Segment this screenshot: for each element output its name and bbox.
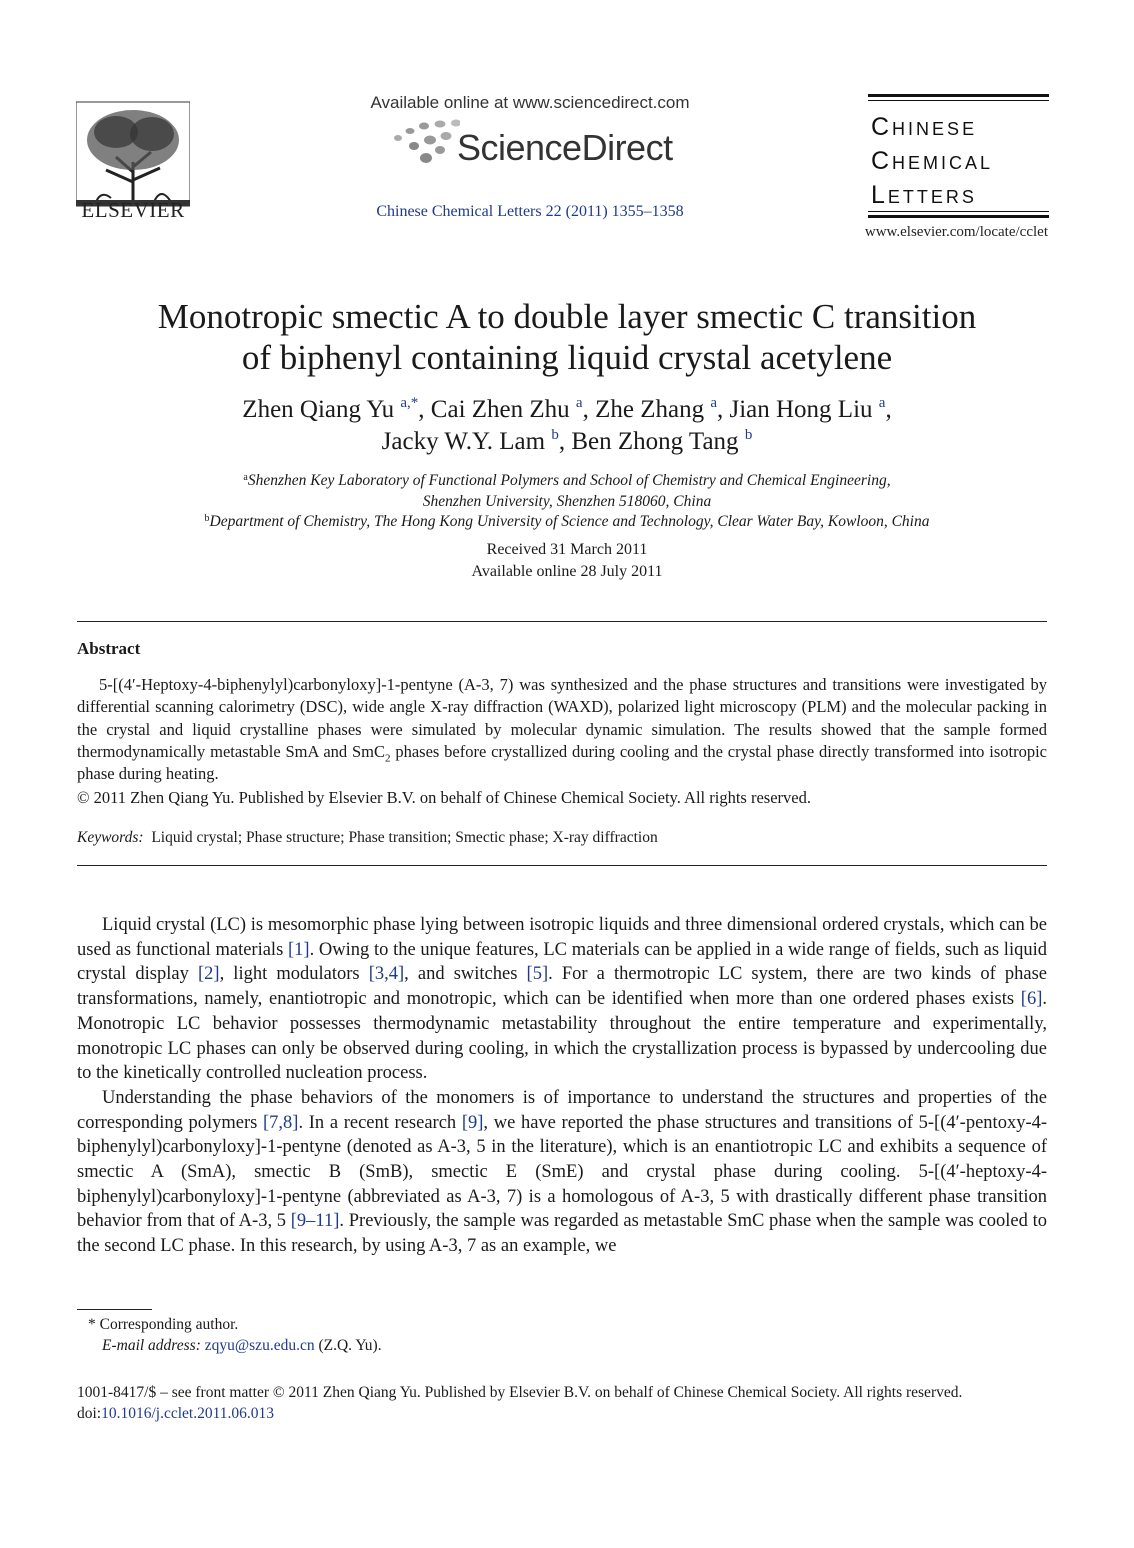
email-label: E-mail address: <box>102 1337 201 1354</box>
affiliation-b <box>60 512 1074 533</box>
body-text-run: . Previously, the sample was regarded as metastable SmC phase when the sample was cooled to the second LC phase. In this research, by using A-3, 7 as an example, we <box>77 1211 1047 1257</box>
sciencedirect-logo[interactable] <box>390 118 680 170</box>
body-text-run: . Owing to the unique features, LC materials can be applied in a wide range of fields, such as liquid crystal display <box>77 939 1047 985</box>
abstract-top-rule <box>77 621 1047 622</box>
keywords <box>77 828 1047 848</box>
article-title-line: of biphenyl containing liquid crystal acetylene <box>241 338 893 377</box>
author-name: Ben Zhong Tang <box>571 428 739 455</box>
citation-link[interactable]: [5] <box>526 964 549 985</box>
affiliation-mark: b <box>204 513 210 524</box>
journal-title-rule <box>868 215 1049 218</box>
author-separator: , <box>885 396 892 423</box>
body-paragraph <box>77 913 1047 1086</box>
journal-url[interactable]: www.elsevier.com/locate/cclet <box>864 224 1048 240</box>
article-title-line: Monotropic smectic A to double layer smectic C transition <box>157 297 977 336</box>
affiliations <box>60 471 1074 533</box>
author-name: Zhen Qiang Yu <box>242 396 395 423</box>
citation-link[interactable]: [9] <box>461 1112 484 1133</box>
body-text-run: Understanding the phase behaviors of the monomers is of importance to understand the structures and properties of the corresponding polymers <box>77 1087 1047 1133</box>
author-affiliation-mark[interactable]: a,* <box>400 395 419 411</box>
author-separator: , <box>716 396 730 423</box>
affiliation-mark: a <box>243 472 248 483</box>
body-text-run: . Monotropic LC behavior possesses thermodynamic metastability throughout the entire temperature and experimentally, monotropic LC phases can only be observed during cooling, in which the crystallization process is bypassed by undercooling due to the kinetically controlled nucleation process. <box>77 989 1047 1084</box>
author-affiliation-mark[interactable]: a <box>710 395 717 411</box>
body-text-run: , we have reported the phase structures and transitions of 5-[(4′-pentoxy-4-biphenylyl)carbonyloxy]-1-pentyne (denoted as A-3, 5 in the literature), which is an enantiotropic LC and exhibits a sequence of smectic A (SmA), smectic B (SmB), smectic E (SmE) and crystal phase during cooling. 5-[(4′-heptoxy-4-biphenylyl)carbonyloxy]-1-pentyne (abbreviated as A-3, 7) is a homologous of A-3, 5 with drastically different phase transition behavior from that of A-3, 5 <box>77 1112 1048 1232</box>
affiliation-text: Shenzhen Key Laboratory of Functional Polymers and School of Chemistry and Chemical Engineering, <box>247 472 891 489</box>
email-line <box>88 1335 382 1356</box>
keywords-label: Keywords: <box>77 829 144 846</box>
author-name: Jacky W.Y. Lam <box>381 428 546 455</box>
author-name: Jian Hong Liu <box>729 396 873 423</box>
citation-link[interactable]: [6] <box>1020 989 1043 1010</box>
journal-title-line: Chinese <box>871 113 978 141</box>
article-title <box>60 296 1074 378</box>
copyright-footer <box>77 1382 1047 1424</box>
affiliation-text: Department of Chemistry, The Hong Kong University of Science and Technology, Clear Water Bay, Kowloon, China <box>209 513 930 530</box>
body-text-run: , and switches <box>404 964 527 985</box>
available-online-text: Available online at www.sciencedirect.com <box>370 93 690 112</box>
citation-link[interactable]: [7,8] <box>263 1112 299 1133</box>
author-separator: , <box>582 396 596 423</box>
journal-citation-link[interactable]: Chinese Chemical Letters 22 (2011) 1355–1358 <box>376 203 684 220</box>
citation-link[interactable]: [2] <box>197 964 220 985</box>
issn-line: 1001-8417/$ – see front matter © 2011 Zhen Qiang Yu. Published by Elsevier B.V. on behalf of Chinese Chemical Society. All rights reserved. <box>77 1384 963 1401</box>
author-list <box>60 394 1074 458</box>
author-separator: , <box>558 428 572 455</box>
journal-title-rule <box>868 94 1049 97</box>
journal-title-rule <box>868 100 1049 101</box>
abstract-text <box>77 674 1047 785</box>
body-paragraph <box>77 1086 1047 1259</box>
doi-link[interactable]: 10.1016/j.cclet.2011.06.013 <box>101 1405 275 1422</box>
author-name: Cai Zhen Zhu <box>430 396 570 423</box>
email-link[interactable]: zqyu@szu.edu.cn <box>204 1337 315 1354</box>
keywords-list: Liquid crystal; Phase structure; Phase transition; Smectic phase; X-ray diffraction <box>151 829 658 846</box>
body-text-run: . In a recent research <box>298 1112 462 1133</box>
author-separator: , <box>418 396 431 423</box>
abstract-text-part: 5-[(4′-Heptoxy-4-biphenylyl)carbonyloxy]-1-pentyne (A-3, 7) was synthesized and the phase structures and transitions were investigated by differential scanning calorimetry (DSC), wide angle X-ray diffraction (WAXD), polarized light microscopy (PLM) and the molecular packing in the crystal and liquid crystalline phases were simulated by molecular dynamic simulation. The results showed that the sample formed thermodynamically metastable SmA and SmC <box>77 675 1047 761</box>
sciencedirect-wordmark: ScienceDirect <box>457 127 673 168</box>
footnote <box>88 1314 382 1356</box>
received-date: Received 31 March 2011 <box>486 541 648 558</box>
article-dates <box>60 539 1074 583</box>
elsevier-wordmark: ELSEVIER <box>81 198 185 222</box>
abstract-text-part: phases before crystallized during cooling and the crystal phase directly transformed into isotropic phase during heating. <box>77 741 1047 784</box>
corresponding-author-note: * Corresponding author. <box>88 1316 239 1333</box>
author-line <box>60 394 1074 426</box>
body-text-run: Liquid crystal (LC) is mesomorphic phase lying between isotropic liquids and three dimensional ordered crystals, which can be used as functional materials <box>77 915 1047 960</box>
author-name: Zhe Zhang <box>595 396 705 423</box>
author-line <box>60 426 1074 458</box>
citation-link[interactable]: [9–11] <box>290 1211 340 1232</box>
doi-line <box>77 1403 1047 1424</box>
author-affiliation-mark[interactable]: a <box>575 395 583 411</box>
abstract-subscript: 2 <box>385 752 391 765</box>
journal-title <box>871 110 993 212</box>
abstract-heading: Abstract <box>77 639 141 658</box>
author-affiliation-mark[interactable]: b <box>551 427 559 443</box>
footnote-rule <box>77 1309 152 1310</box>
journal-title-box <box>868 94 1049 220</box>
body-text <box>77 913 1047 1259</box>
journal-title-line: Chemical <box>871 147 994 175</box>
journal-title-line: Letters <box>871 181 977 209</box>
citation-link[interactable]: [3,4] <box>368 964 405 985</box>
author-affiliation-mark[interactable]: b <box>744 427 753 443</box>
body-text-run: , light modulators <box>219 964 369 985</box>
citation-link[interactable]: [1] <box>288 939 310 960</box>
abstract-bottom-rule <box>77 865 1047 866</box>
journal-title-rule <box>868 211 1049 212</box>
abstract-copyright: © 2011 Zhen Qiang Yu. Published by Elsevier B.V. on behalf of Chinese Chemical Society. All rights reserved. <box>77 788 811 807</box>
sciencedirect-dots-icon <box>390 118 460 170</box>
email-suffix: (Z.Q. Yu). <box>314 1337 382 1354</box>
doi-label: doi: <box>77 1405 102 1422</box>
affiliation-a <box>60 471 1074 492</box>
author-affiliation-mark[interactable]: a <box>878 395 886 411</box>
available-date: Available online 28 July 2011 <box>471 563 663 580</box>
affiliation-a-cont: Shenzhen University, Shenzhen 518060, China <box>422 492 712 510</box>
body-text-run: . For a thermotropic LC system, there are two kinds of phase transformations, namely, enantiotropic and monotropic, which can be identified when more than one ordered phases exists <box>77 964 1047 1010</box>
